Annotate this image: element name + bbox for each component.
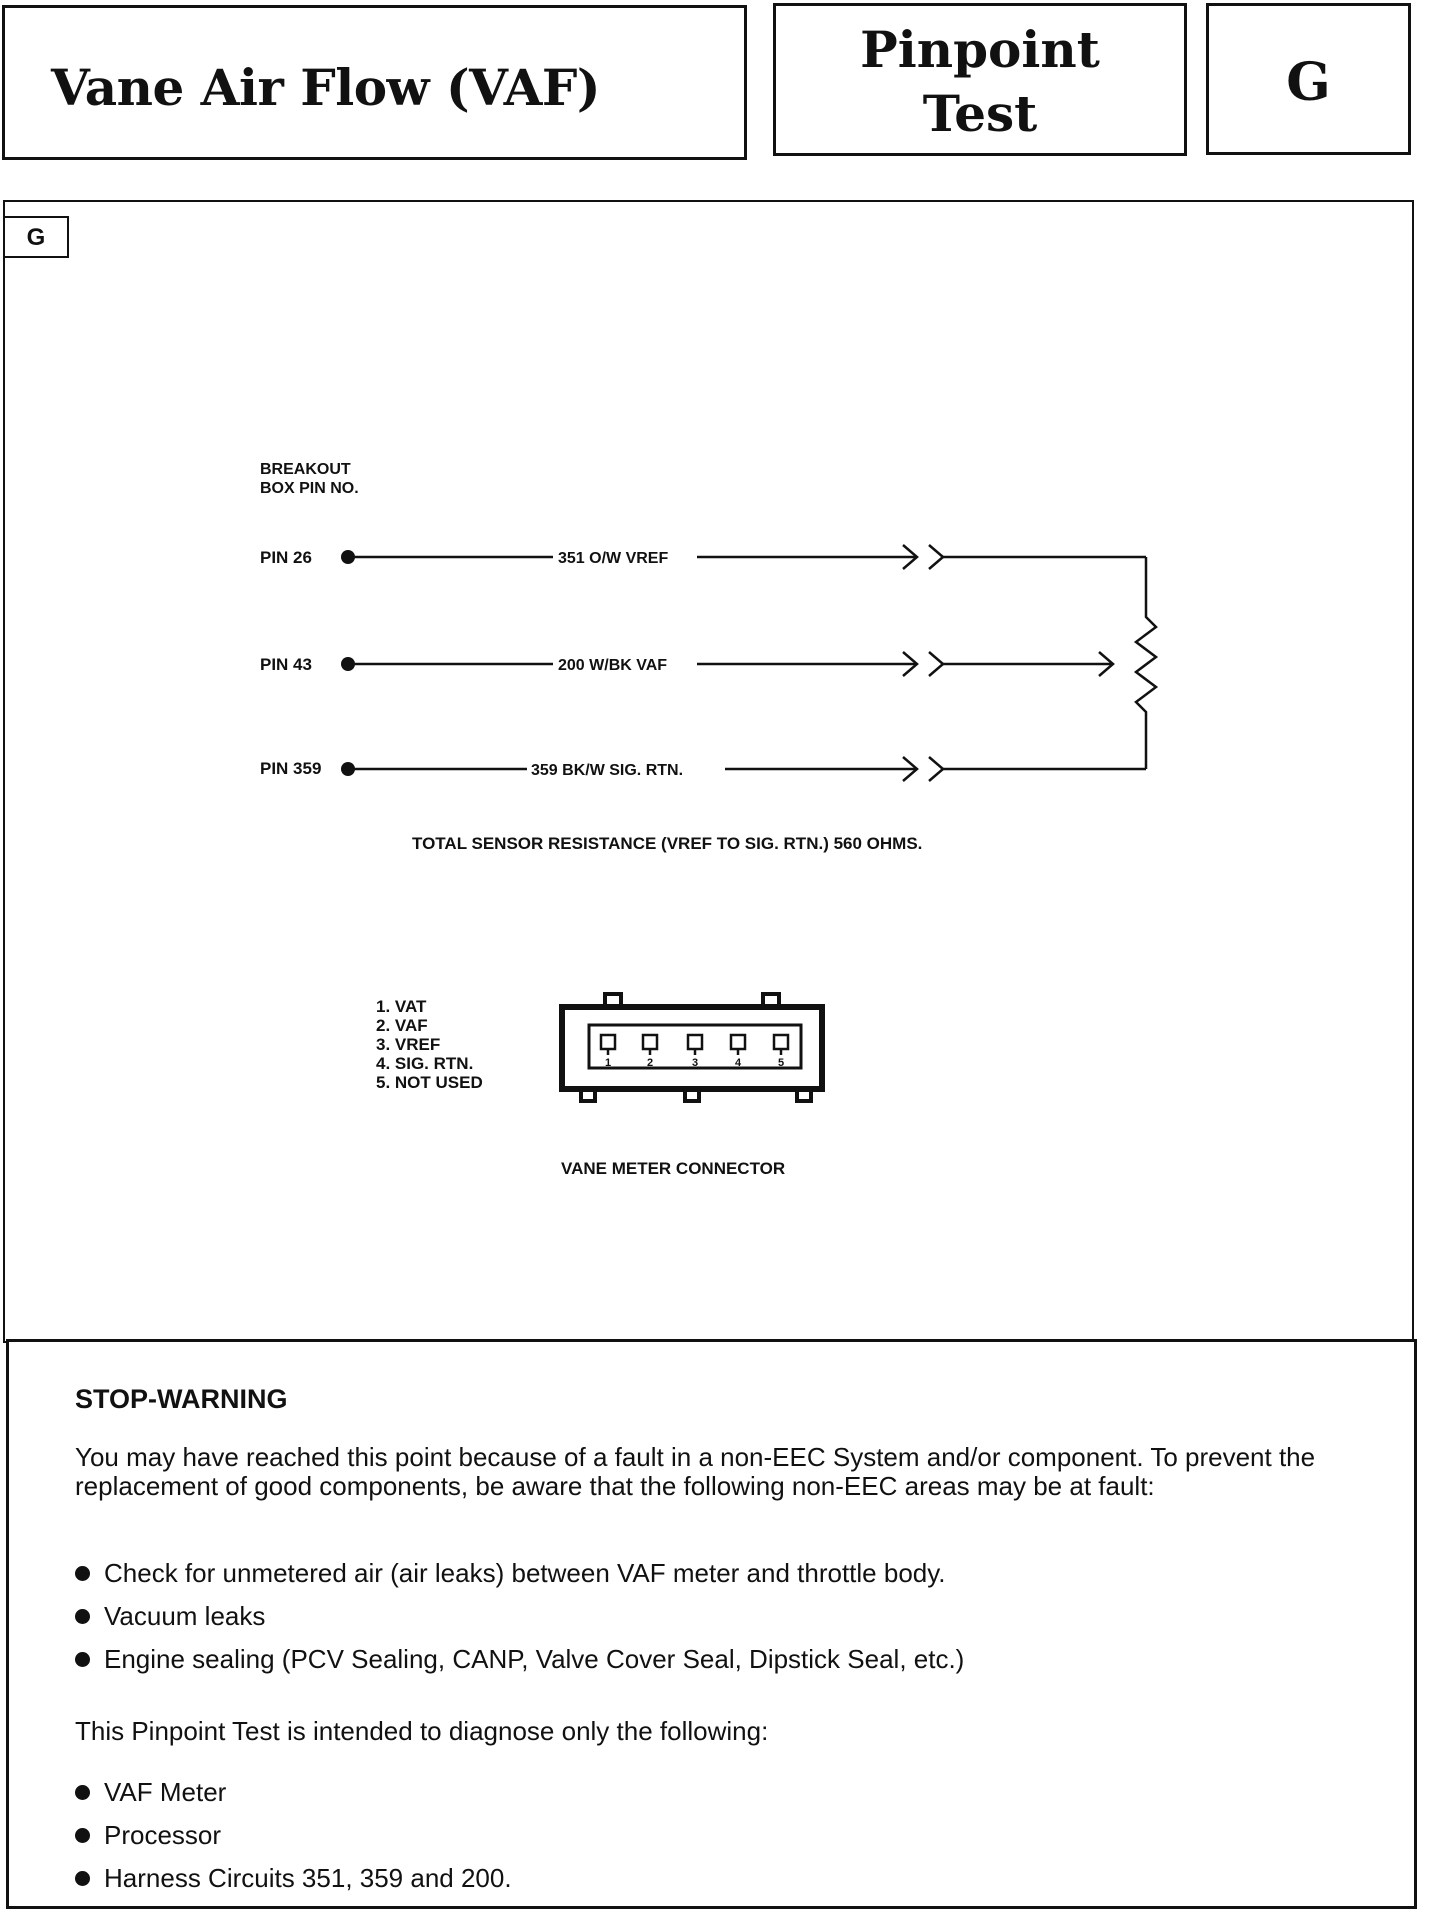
bullet-icon [75, 1609, 90, 1624]
connector-pin-number: 2 [646, 1057, 654, 1069]
bullet-icon [75, 1785, 90, 1800]
test-letter-box [1206, 3, 1411, 155]
list-item [75, 1820, 221, 1851]
pinpoint-test-box [773, 3, 1187, 156]
list-item-text: Check for unmetered air (air leaks) between VAF meter and throttle body. [104, 1558, 946, 1588]
bullet-icon [75, 1566, 90, 1581]
connector-pin-number: 1 [604, 1057, 612, 1069]
bullet-icon [75, 1828, 90, 1843]
breakout-heading-2: BOX PIN NO. [260, 480, 359, 497]
resistor-symbol [1136, 557, 1156, 769]
list-item [75, 1644, 964, 1675]
section-tab: G [5, 216, 69, 258]
test-label: Test [922, 84, 1038, 143]
list-item [75, 1777, 226, 1808]
pin-label-359: PIN 359 [260, 759, 322, 778]
pin-label-26: PIN 26 [260, 548, 312, 567]
circuit-351: 351 O/W VREF [558, 550, 669, 567]
list-item-text: Vacuum leaks [104, 1601, 266, 1631]
breakout-heading-1: BREAKOUT [260, 461, 351, 478]
page-title: Vane Air Flow (VAF) [51, 58, 601, 117]
circuit-359: 359 BK/W SIG. RTN. [531, 762, 684, 779]
wiring-diagram [5, 202, 1412, 1341]
bullet-icon [75, 1652, 90, 1667]
warning-heading: STOP-WARNING [75, 1384, 288, 1414]
pinpoint-label: Pinpoint [860, 20, 1100, 79]
connector-pin-number: 4 [734, 1057, 742, 1069]
list-item [75, 1601, 265, 1632]
warning-paragraph: You may have reached this point because of a fault in a non-EEC System and/or component. To prevent the replacement of good components, be aware that the following non-EEC areas may be at fault: [75, 1442, 1316, 1501]
list-item [75, 1863, 512, 1894]
legend-item: 5. NOT USED [376, 1073, 483, 1092]
connector-legend [376, 997, 483, 1092]
diagram-panel [3, 200, 1414, 1343]
legend-item: 3. VREF [376, 1035, 441, 1054]
connector-caption: VANE METER CONNECTOR [561, 1159, 786, 1178]
list-item [75, 1558, 946, 1589]
connector-pin-number: 3 [691, 1057, 699, 1069]
legend-item: 2. VAF [376, 1016, 428, 1035]
legend-item: 1. VAT [376, 997, 427, 1016]
pin-label-43: PIN 43 [260, 655, 312, 674]
list-item-text: VAF Meter [104, 1777, 227, 1807]
resistance-note: TOTAL SENSOR RESISTANCE (VREF TO SIG. RTN.) 560 OHMS. [412, 834, 923, 853]
list-item-text: Processor [104, 1820, 222, 1850]
title-box [2, 5, 747, 160]
list-item-text: Engine sealing (PCV Sealing, CANP, Valve Cover Seal, Dipstick Seal, etc.) [104, 1644, 965, 1674]
connector-pin-number: 5 [777, 1057, 785, 1069]
circuit-200: 200 W/BK VAF [558, 657, 668, 674]
list-item-text: Harness Circuits 351, 359 and 200. [104, 1863, 512, 1893]
vane-meter-connector [562, 994, 822, 1101]
test-letter: G [1286, 52, 1331, 113]
warning-panel [6, 1339, 1417, 1909]
bullet-icon [75, 1871, 90, 1886]
scope-intro: This Pinpoint Test is intended to diagnose only the following: [75, 1716, 769, 1746]
legend-item: 4. SIG. RTN. [376, 1054, 474, 1073]
